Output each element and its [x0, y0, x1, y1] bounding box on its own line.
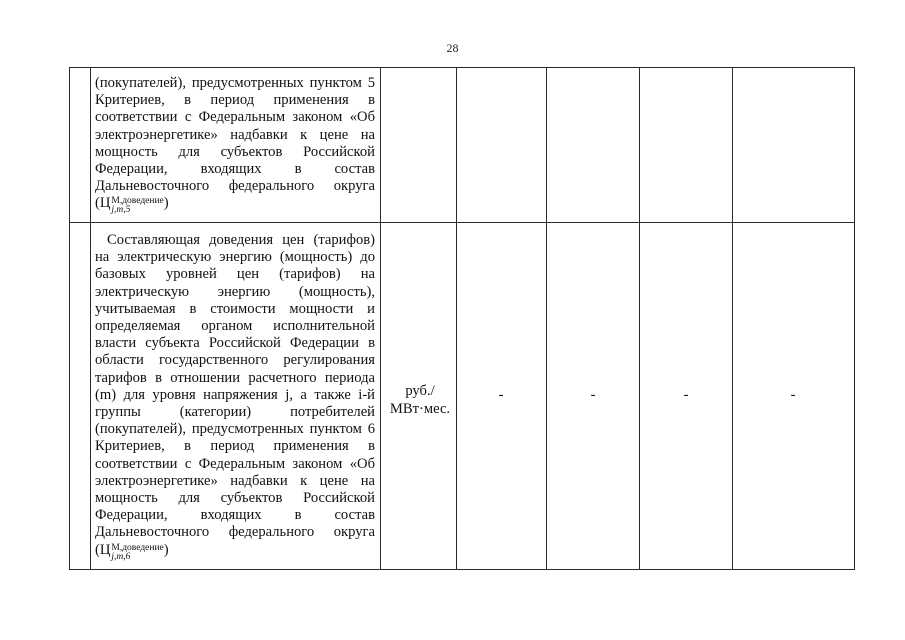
row-2-value-1: - [498, 387, 504, 403]
row-2-value-3: - [683, 387, 689, 403]
row-2-description-text: Составляющая доведения цен (тарифов) на электрическую энергию (мощность) до базовых уровней цен (тарифов) на электрическую энергию (мощность), учитываемая в стоимости мощности и определяемая органом исполнительной власти субъекта Российской Федерации в области государственного регулирования тарифов в отношении расчетного периода (m) для уровня напряжения j, а также i-й группы (категории) потребителей (покупателей), предусмотренных пунктом 6 Критериев, в период применения в соответствии с Федеральным законом «Об электроэнергетике» надбавки к цене на мощность для субъектов Российской Федерации, входящих в состав Дальневосточного федерального округа [95, 232, 375, 541]
table-bottom-border [69, 569, 855, 570]
col-border-2 [380, 67, 381, 570]
page-number: 28 [446, 41, 459, 55]
table-top-border [69, 67, 855, 68]
col-border-4 [546, 67, 547, 570]
row-2-value-4: - [790, 387, 796, 403]
col-border-5 [639, 67, 640, 570]
row-2-description [95, 232, 375, 562]
col-border-3 [456, 67, 457, 570]
row-1-formula: (Ц М,доведение j,m,5 ) [95, 195, 169, 216]
row-2-unit [382, 382, 458, 418]
row-1-description-text: (покупателей), предусмотренных пунктом 5 Критериев, в период применения в соответствии с Федеральным законом «Об электроэнергетике» надбавки к цене на мощность для субъектов Российской Федерации, входящих в состав Дальневосточного федерального округа [95, 75, 375, 195]
unit-line-1: руб./ [405, 383, 435, 399]
row-2-value-2: - [590, 387, 596, 403]
col-border-6 [732, 67, 733, 570]
unit-line-2: МВт·мес. [389, 401, 451, 417]
row-2-formula: (Ц М,доведение j,m,6 ) [95, 541, 169, 562]
col-border-left [69, 67, 70, 570]
col-border-1 [90, 67, 91, 570]
tariff-table [69, 67, 855, 570]
row-1-description [95, 75, 375, 215]
col-border-right [854, 67, 855, 570]
row-divider [69, 222, 855, 223]
